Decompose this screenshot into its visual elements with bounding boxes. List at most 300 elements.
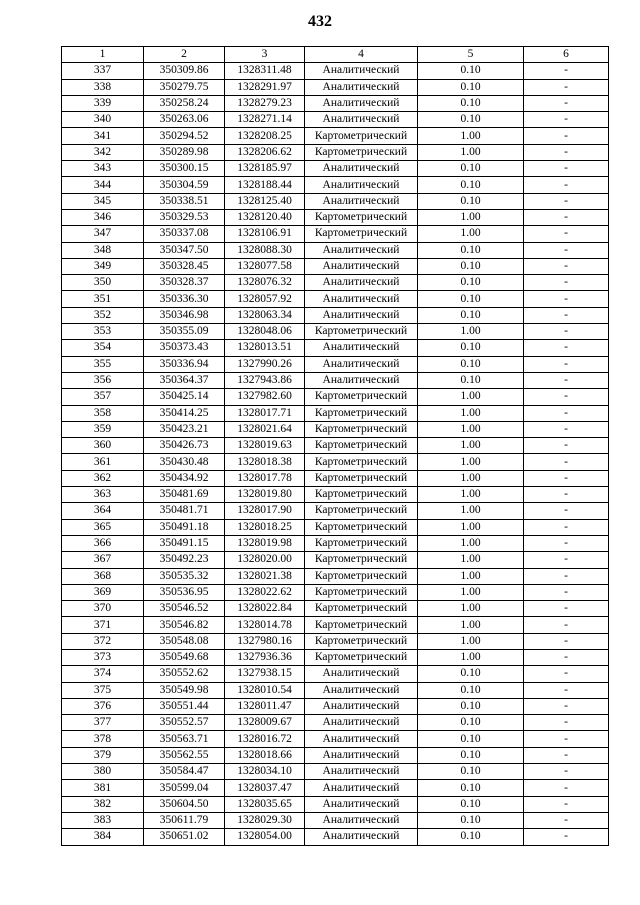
cell-note: - — [524, 666, 609, 682]
cell-point-number: 372 — [62, 633, 144, 649]
table-row — [62, 405, 609, 421]
cell-y: 1328271.14 — [225, 112, 305, 128]
cell-method: Аналитический — [305, 63, 418, 79]
table-header-row — [62, 47, 609, 63]
cell-y: 1328077.58 — [225, 258, 305, 274]
cell-note: - — [524, 519, 609, 535]
cell-point-number: 351 — [62, 291, 144, 307]
table-row — [62, 389, 609, 405]
cell-y: 1328125.40 — [225, 193, 305, 209]
cell-point-number: 340 — [62, 112, 144, 128]
cell-method: Картометрический — [305, 568, 418, 584]
table-row — [62, 193, 609, 209]
table-row — [62, 747, 609, 763]
cell-note: - — [524, 291, 609, 307]
cell-point-number: 382 — [62, 796, 144, 812]
cell-point-number: 375 — [62, 682, 144, 698]
cell-method: Картометрический — [305, 633, 418, 649]
cell-method: Аналитический — [305, 112, 418, 128]
cell-point-number: 356 — [62, 372, 144, 388]
cell-accuracy: 1.00 — [418, 128, 524, 144]
table-row — [62, 633, 609, 649]
cell-x: 350584.47 — [144, 764, 225, 780]
cell-y: 1328063.34 — [225, 307, 305, 323]
cell-point-number: 342 — [62, 144, 144, 160]
cell-accuracy: 1.00 — [418, 209, 524, 225]
cell-y: 1328019.63 — [225, 438, 305, 454]
cell-note: - — [524, 829, 609, 845]
cell-point-number: 346 — [62, 209, 144, 225]
cell-note: - — [524, 128, 609, 144]
cell-x: 350536.95 — [144, 584, 225, 600]
cell-accuracy: 1.00 — [418, 324, 524, 340]
cell-x: 350373.43 — [144, 340, 225, 356]
cell-y: 1328022.84 — [225, 601, 305, 617]
cell-x: 350347.50 — [144, 242, 225, 258]
cell-point-number: 348 — [62, 242, 144, 258]
cell-x: 350346.98 — [144, 307, 225, 323]
cell-note: - — [524, 324, 609, 340]
cell-accuracy: 1.00 — [418, 552, 524, 568]
cell-accuracy: 0.10 — [418, 291, 524, 307]
cell-point-number: 354 — [62, 340, 144, 356]
cell-method: Аналитический — [305, 193, 418, 209]
cell-point-number: 360 — [62, 438, 144, 454]
cell-y: 1328206.62 — [225, 144, 305, 160]
cell-note: - — [524, 226, 609, 242]
cell-note: - — [524, 731, 609, 747]
cell-accuracy: 0.10 — [418, 307, 524, 323]
cell-note: - — [524, 258, 609, 274]
cell-accuracy: 0.10 — [418, 177, 524, 193]
table-row — [62, 79, 609, 95]
cell-note: - — [524, 161, 609, 177]
table-row — [62, 715, 609, 731]
cell-y: 1328029.30 — [225, 812, 305, 828]
cell-note: - — [524, 682, 609, 698]
table-row — [62, 812, 609, 828]
cell-note: - — [524, 372, 609, 388]
cell-y: 1328021.38 — [225, 568, 305, 584]
cell-x: 350279.75 — [144, 79, 225, 95]
table-row — [62, 307, 609, 323]
cell-accuracy: 0.10 — [418, 764, 524, 780]
table-row — [62, 161, 609, 177]
table-row — [62, 95, 609, 111]
cell-y: 1328019.80 — [225, 487, 305, 503]
cell-point-number: 369 — [62, 584, 144, 600]
cell-accuracy: 1.00 — [418, 389, 524, 405]
cell-accuracy: 0.10 — [418, 796, 524, 812]
cell-accuracy: 0.10 — [418, 340, 524, 356]
cell-method: Картометрический — [305, 487, 418, 503]
cell-method: Аналитический — [305, 356, 418, 372]
cell-point-number: 371 — [62, 617, 144, 633]
cell-y: 1327943.86 — [225, 372, 305, 388]
cell-note: - — [524, 715, 609, 731]
table-row — [62, 275, 609, 291]
table-row — [62, 666, 609, 682]
table-row — [62, 438, 609, 454]
cell-y: 1328017.90 — [225, 503, 305, 519]
cell-note: - — [524, 470, 609, 486]
column-header-accuracy: 5 — [418, 47, 524, 63]
cell-point-number: 358 — [62, 405, 144, 421]
cell-method: Картометрический — [305, 144, 418, 160]
cell-point-number: 339 — [62, 95, 144, 111]
table-row — [62, 470, 609, 486]
cell-x: 350426.73 — [144, 438, 225, 454]
cell-x: 350535.32 — [144, 568, 225, 584]
cell-note: - — [524, 356, 609, 372]
cell-note: - — [524, 405, 609, 421]
cell-accuracy: 1.00 — [418, 438, 524, 454]
cell-x: 350338.51 — [144, 193, 225, 209]
cell-method: Аналитический — [305, 307, 418, 323]
column-header-method: 4 — [305, 47, 418, 63]
cell-y: 1328185.97 — [225, 161, 305, 177]
cell-y: 1328106.91 — [225, 226, 305, 242]
cell-x: 350336.30 — [144, 291, 225, 307]
table-row — [62, 356, 609, 372]
cell-point-number: 370 — [62, 601, 144, 617]
cell-y: 1328279.23 — [225, 95, 305, 111]
cell-method: Картометрический — [305, 405, 418, 421]
cell-x: 350328.37 — [144, 275, 225, 291]
cell-accuracy: 1.00 — [418, 649, 524, 665]
cell-x: 350425.14 — [144, 389, 225, 405]
cell-x: 350430.48 — [144, 454, 225, 470]
cell-accuracy: 1.00 — [418, 535, 524, 551]
cell-x: 350364.37 — [144, 372, 225, 388]
cell-point-number: 357 — [62, 389, 144, 405]
table-row — [62, 128, 609, 144]
cell-note: - — [524, 698, 609, 714]
table-row — [62, 487, 609, 503]
cell-y: 1328088.30 — [225, 242, 305, 258]
cell-y: 1328021.64 — [225, 421, 305, 437]
cell-point-number: 344 — [62, 177, 144, 193]
cell-accuracy: 0.10 — [418, 731, 524, 747]
cell-method: Аналитический — [305, 258, 418, 274]
cell-y: 1327980.16 — [225, 633, 305, 649]
cell-x: 350491.15 — [144, 535, 225, 551]
cell-y: 1328037.47 — [225, 780, 305, 796]
cell-x: 350552.62 — [144, 666, 225, 682]
table-row — [62, 242, 609, 258]
cell-note: - — [524, 503, 609, 519]
cell-point-number: 366 — [62, 535, 144, 551]
cell-x: 350337.08 — [144, 226, 225, 242]
cell-method: Аналитический — [305, 780, 418, 796]
cell-method: Аналитический — [305, 177, 418, 193]
cell-y: 1328208.25 — [225, 128, 305, 144]
cell-note: - — [524, 796, 609, 812]
cell-method: Аналитический — [305, 242, 418, 258]
cell-point-number: 350 — [62, 275, 144, 291]
cell-method: Картометрический — [305, 209, 418, 225]
column-header-y: 3 — [225, 47, 305, 63]
table-row — [62, 454, 609, 470]
cell-point-number: 373 — [62, 649, 144, 665]
cell-accuracy: 1.00 — [418, 503, 524, 519]
cell-note: - — [524, 649, 609, 665]
cell-method: Картометрический — [305, 421, 418, 437]
cell-method: Аналитический — [305, 747, 418, 763]
cell-y: 1328020.00 — [225, 552, 305, 568]
cell-method: Картометрический — [305, 470, 418, 486]
cell-method: Аналитический — [305, 682, 418, 698]
cell-point-number: 376 — [62, 698, 144, 714]
cell-y: 1328311.48 — [225, 63, 305, 79]
cell-note: - — [524, 633, 609, 649]
cell-y: 1328034.10 — [225, 764, 305, 780]
cell-point-number: 353 — [62, 324, 144, 340]
cell-point-number: 374 — [62, 666, 144, 682]
cell-note: - — [524, 209, 609, 225]
cell-point-number: 343 — [62, 161, 144, 177]
table-row — [62, 258, 609, 274]
cell-note: - — [524, 421, 609, 437]
cell-x: 350552.57 — [144, 715, 225, 731]
cell-y: 1328009.67 — [225, 715, 305, 731]
cell-note: - — [524, 747, 609, 763]
cell-note: - — [524, 275, 609, 291]
cell-x: 350548.08 — [144, 633, 225, 649]
cell-point-number: 381 — [62, 780, 144, 796]
table-row — [62, 764, 609, 780]
cell-method: Аналитический — [305, 291, 418, 307]
cell-accuracy: 1.00 — [418, 633, 524, 649]
cell-method: Картометрический — [305, 128, 418, 144]
cell-accuracy: 1.00 — [418, 470, 524, 486]
cell-y: 1328057.92 — [225, 291, 305, 307]
cell-x: 350414.25 — [144, 405, 225, 421]
cell-method: Аналитический — [305, 812, 418, 828]
cell-y: 1328018.25 — [225, 519, 305, 535]
cell-method: Аналитический — [305, 79, 418, 95]
cell-accuracy: 1.00 — [418, 454, 524, 470]
cell-y: 1328018.66 — [225, 747, 305, 763]
cell-x: 350434.92 — [144, 470, 225, 486]
cell-y: 1328013.51 — [225, 340, 305, 356]
cell-y: 1327990.26 — [225, 356, 305, 372]
table-row — [62, 63, 609, 79]
cell-accuracy: 1.00 — [418, 144, 524, 160]
cell-x: 350355.09 — [144, 324, 225, 340]
table-body — [62, 63, 609, 845]
cell-accuracy: 0.10 — [418, 258, 524, 274]
cell-x: 350562.55 — [144, 747, 225, 763]
cell-note: - — [524, 144, 609, 160]
cell-accuracy: 0.10 — [418, 161, 524, 177]
cell-point-number: 380 — [62, 764, 144, 780]
cell-point-number: 337 — [62, 63, 144, 79]
cell-note: - — [524, 389, 609, 405]
table-row — [62, 552, 609, 568]
cell-accuracy: 0.10 — [418, 275, 524, 291]
cell-y: 1328017.71 — [225, 405, 305, 421]
cell-y: 1328016.72 — [225, 731, 305, 747]
cell-note: - — [524, 487, 609, 503]
cell-note: - — [524, 617, 609, 633]
cell-x: 350651.02 — [144, 829, 225, 845]
table-row — [62, 780, 609, 796]
cell-method: Аналитический — [305, 161, 418, 177]
table-row — [62, 226, 609, 242]
cell-note: - — [524, 438, 609, 454]
cell-accuracy: 0.10 — [418, 372, 524, 388]
cell-accuracy: 0.10 — [418, 112, 524, 128]
cell-accuracy: 0.10 — [418, 747, 524, 763]
cell-accuracy: 0.10 — [418, 698, 524, 714]
cell-x: 350551.44 — [144, 698, 225, 714]
cell-accuracy: 1.00 — [418, 584, 524, 600]
cell-point-number: 363 — [62, 487, 144, 503]
cell-x: 350491.18 — [144, 519, 225, 535]
cell-point-number: 364 — [62, 503, 144, 519]
cell-note: - — [524, 112, 609, 128]
cell-y: 1328018.38 — [225, 454, 305, 470]
cell-y: 1328291.97 — [225, 79, 305, 95]
cell-method: Аналитический — [305, 731, 418, 747]
cell-point-number: 365 — [62, 519, 144, 535]
cell-x: 350599.04 — [144, 780, 225, 796]
cell-point-number: 341 — [62, 128, 144, 144]
table-row — [62, 340, 609, 356]
cell-point-number: 378 — [62, 731, 144, 747]
table-row — [62, 112, 609, 128]
cell-point-number: 355 — [62, 356, 144, 372]
cell-note: - — [524, 764, 609, 780]
table-row — [62, 291, 609, 307]
cell-method: Картометрический — [305, 454, 418, 470]
cell-note: - — [524, 601, 609, 617]
cell-point-number: 367 — [62, 552, 144, 568]
column-header-note: 6 — [524, 47, 609, 63]
table-row — [62, 209, 609, 225]
cell-accuracy: 0.10 — [418, 829, 524, 845]
table-row — [62, 177, 609, 193]
cell-note: - — [524, 79, 609, 95]
cell-point-number: 347 — [62, 226, 144, 242]
table-row — [62, 682, 609, 698]
table-row — [62, 535, 609, 551]
cell-method: Картометрический — [305, 226, 418, 242]
cell-method: Аналитический — [305, 372, 418, 388]
cell-x: 350329.53 — [144, 209, 225, 225]
cell-method: Картометрический — [305, 617, 418, 633]
cell-x: 350604.50 — [144, 796, 225, 812]
cell-method: Аналитический — [305, 666, 418, 682]
cell-point-number: 368 — [62, 568, 144, 584]
cell-accuracy: 1.00 — [418, 601, 524, 617]
cell-y: 1327982.60 — [225, 389, 305, 405]
cell-accuracy: 1.00 — [418, 405, 524, 421]
cell-point-number: 362 — [62, 470, 144, 486]
cell-x: 350423.21 — [144, 421, 225, 437]
cell-method: Картометрический — [305, 389, 418, 405]
cell-x: 350258.24 — [144, 95, 225, 111]
table-row — [62, 584, 609, 600]
cell-point-number: 349 — [62, 258, 144, 274]
cell-note: - — [524, 340, 609, 356]
cell-method: Картометрический — [305, 535, 418, 551]
cell-method: Аналитический — [305, 698, 418, 714]
cell-y: 1327936.36 — [225, 649, 305, 665]
cell-note: - — [524, 193, 609, 209]
cell-x: 350549.68 — [144, 649, 225, 665]
cell-method: Картометрический — [305, 503, 418, 519]
cell-method: Аналитический — [305, 829, 418, 845]
table-row — [62, 617, 609, 633]
table-row — [62, 372, 609, 388]
table-row — [62, 519, 609, 535]
column-header-point-number: 1 — [62, 47, 144, 63]
cell-method: Картометрический — [305, 324, 418, 340]
cell-note: - — [524, 63, 609, 79]
cell-accuracy: 0.10 — [418, 780, 524, 796]
cell-x: 350304.59 — [144, 177, 225, 193]
cell-x: 350300.15 — [144, 161, 225, 177]
cell-y: 1328022.62 — [225, 584, 305, 600]
cell-x: 350481.69 — [144, 487, 225, 503]
cell-y: 1328010.54 — [225, 682, 305, 698]
table-row — [62, 601, 609, 617]
page-number: 432 — [308, 13, 332, 30]
table-row — [62, 144, 609, 160]
cell-accuracy: 1.00 — [418, 568, 524, 584]
cell-method: Аналитический — [305, 340, 418, 356]
cell-point-number: 352 — [62, 307, 144, 323]
cell-accuracy: 0.10 — [418, 812, 524, 828]
cell-method: Аналитический — [305, 796, 418, 812]
cell-accuracy: 1.00 — [418, 421, 524, 437]
coordinates-table — [61, 46, 609, 846]
cell-note: - — [524, 584, 609, 600]
cell-accuracy: 0.10 — [418, 95, 524, 111]
cell-y: 1327938.15 — [225, 666, 305, 682]
cell-x: 350289.98 — [144, 144, 225, 160]
cell-y: 1328017.78 — [225, 470, 305, 486]
table-row — [62, 649, 609, 665]
cell-x: 350546.82 — [144, 617, 225, 633]
cell-note: - — [524, 242, 609, 258]
cell-point-number: 379 — [62, 747, 144, 763]
cell-x: 350611.79 — [144, 812, 225, 828]
cell-method: Картометрический — [305, 519, 418, 535]
table-row — [62, 731, 609, 747]
cell-note: - — [524, 568, 609, 584]
cell-point-number: 361 — [62, 454, 144, 470]
table-row — [62, 324, 609, 340]
cell-method: Аналитический — [305, 715, 418, 731]
cell-point-number: 338 — [62, 79, 144, 95]
cell-method: Картометрический — [305, 552, 418, 568]
cell-point-number: 384 — [62, 829, 144, 845]
cell-y: 1328014.78 — [225, 617, 305, 633]
cell-note: - — [524, 812, 609, 828]
cell-accuracy: 0.10 — [418, 79, 524, 95]
cell-y: 1328019.98 — [225, 535, 305, 551]
cell-note: - — [524, 95, 609, 111]
cell-x: 350492.23 — [144, 552, 225, 568]
cell-accuracy: 0.10 — [418, 715, 524, 731]
cell-note: - — [524, 552, 609, 568]
table-row — [62, 568, 609, 584]
cell-accuracy: 0.10 — [418, 242, 524, 258]
table-row — [62, 421, 609, 437]
